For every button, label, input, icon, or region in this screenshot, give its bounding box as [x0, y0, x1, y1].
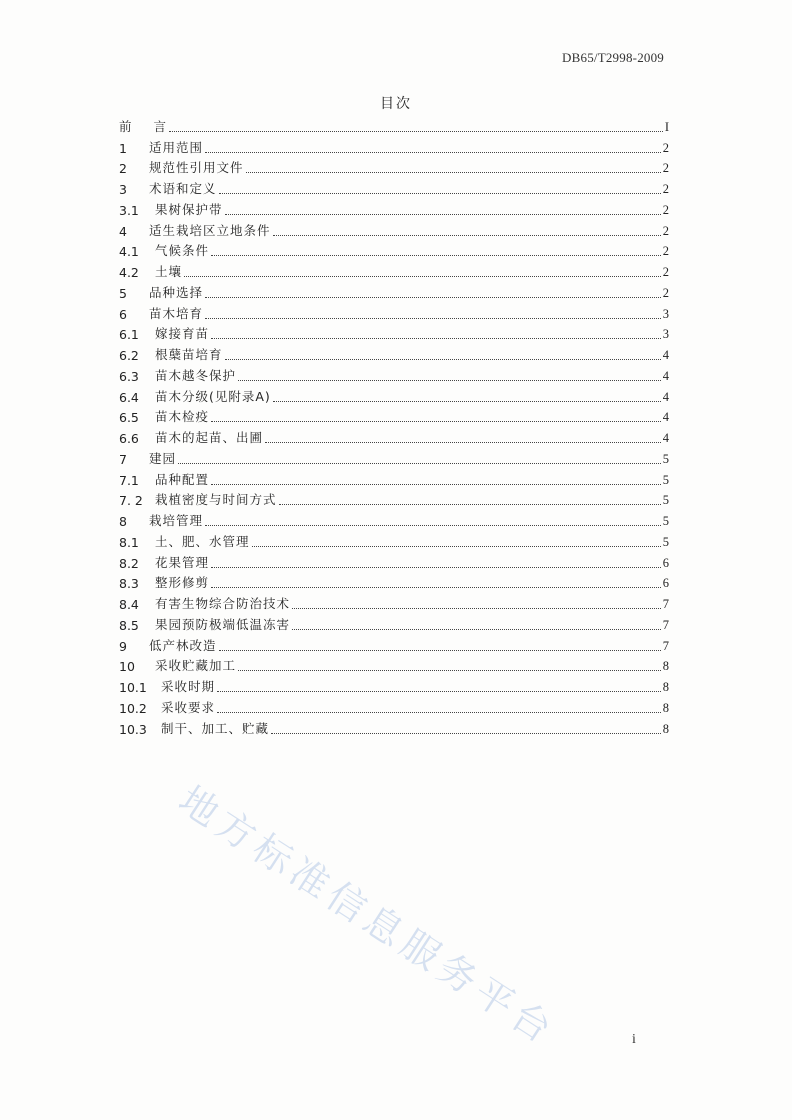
- toc-entry[interactable]: [119, 425, 669, 446]
- toc-entry-label: 栽植密度与时间方式: [155, 492, 277, 508]
- toc-entry-label: 品种配置: [155, 471, 210, 487]
- toc-dot-leader: [279, 503, 661, 505]
- toc-entry-page: 3: [662, 327, 669, 342]
- toc-dot-leader: [211, 586, 661, 588]
- toc-entry[interactable]: [119, 591, 669, 612]
- toc-entry-number: 3.1: [119, 202, 139, 218]
- toc-entry-page: I: [664, 119, 669, 134]
- toc-entry-number: 9: [119, 638, 127, 654]
- toc-entry-label: 苗木的起苗、出圃: [155, 430, 264, 445]
- toc-entry[interactable]: [119, 384, 669, 405]
- toc-entry-number: 6.4: [119, 389, 139, 405]
- toc-entry-number: 10.2: [119, 700, 147, 716]
- toc-dot-leader: [217, 711, 661, 713]
- toc-entry[interactable]: [119, 322, 669, 343]
- toc-entry-label: 苗木检疫: [155, 409, 210, 425]
- toc-entry[interactable]: [119, 467, 669, 488]
- toc-dot-leader: [178, 462, 661, 464]
- toc-entry-number: 6: [119, 306, 127, 322]
- toc-entry-number: 1: [119, 140, 127, 156]
- toc-dot-leader: [273, 400, 661, 402]
- toc-dot-leader: [205, 317, 661, 319]
- toc-entry-page: 4: [662, 389, 669, 404]
- toc-entry-number: 7: [119, 451, 127, 467]
- toc-entry-number: 5: [119, 285, 127, 301]
- toc-entry-number: 前: [119, 118, 132, 134]
- toc-entry-page: 4: [662, 410, 669, 425]
- toc-entry[interactable]: [119, 571, 669, 592]
- toc-entry-number: 7. 2: [119, 493, 143, 509]
- toc-entry-page: 2: [662, 285, 669, 300]
- toc-entry-number: 3: [119, 182, 127, 197]
- toc-entry-number: 4: [119, 223, 127, 239]
- toc-entry-label: 栽培管理: [149, 513, 204, 528]
- toc-entry-label: 言: [153, 118, 168, 134]
- toc-dot-leader: [205, 296, 661, 298]
- toc-entry[interactable]: [119, 135, 669, 156]
- toc-dot-leader: [225, 358, 661, 360]
- toc-dot-leader: [217, 690, 661, 692]
- toc-entry[interactable]: [119, 239, 669, 260]
- toc-entry-label: 品种选择: [149, 284, 204, 300]
- toc-entry[interactable]: [119, 674, 669, 695]
- toc-entry[interactable]: [119, 508, 669, 529]
- toc-entry-number: 6.1: [119, 327, 139, 343]
- toc-entry-page: 6: [662, 555, 669, 570]
- toc-entry-page: 7: [662, 597, 669, 611]
- toc-entry-page: 7: [662, 617, 669, 632]
- toc-entry-label: 适用范围: [149, 139, 204, 155]
- toc-entry-page: 5: [662, 451, 669, 466]
- toc-entry-page: 2: [662, 182, 669, 196]
- toc-dot-leader: [225, 213, 661, 215]
- toc-dot-leader: [219, 192, 661, 194]
- toc-entry-label: 苗木分级(见附录A): [155, 388, 271, 404]
- toc-entry-page: 8: [662, 680, 669, 694]
- toc-entry-label: 采收要求: [161, 699, 216, 715]
- toc-entry[interactable]: [119, 342, 669, 363]
- toc-entry-label: 适生栽培区立地条件: [149, 222, 271, 238]
- toc-entry-label: 制干、加工、贮藏: [161, 720, 270, 736]
- toc-entry-page: 8: [662, 700, 669, 715]
- toc-entry-number: 6.3: [119, 368, 139, 384]
- toc-entry-page: 2: [662, 202, 669, 217]
- toc-entry-label: 花果管理: [155, 554, 210, 570]
- toc-entry[interactable]: [119, 446, 669, 467]
- toc-entry[interactable]: [119, 488, 669, 509]
- toc-entry-number: 8.4: [119, 597, 139, 612]
- toc-entry-page: 7: [662, 638, 669, 653]
- toc-entry[interactable]: [119, 280, 669, 301]
- toc-entry-number: 10: [119, 659, 135, 675]
- toc-entry[interactable]: [119, 550, 669, 571]
- toc-dot-leader: [246, 171, 661, 173]
- toc-entry-page: 5: [662, 514, 669, 528]
- watermark: 地方标准信息服务平台: [171, 777, 565, 1055]
- toc-entry-label: 苗木培育: [149, 305, 204, 321]
- toc-entry-label: 果树保护带: [155, 201, 223, 217]
- toc-entry-label: 采收时期: [161, 679, 216, 694]
- toc-entry[interactable]: [119, 218, 669, 239]
- toc-dot-leader: [169, 130, 663, 132]
- toc-dot-leader: [211, 483, 661, 485]
- toc-entry-page: 2: [662, 140, 669, 155]
- toc-entry[interactable]: [119, 301, 669, 322]
- toc-entry-label: 规范性引用文件: [149, 160, 244, 176]
- toc-dot-leader: [205, 151, 661, 153]
- toc-entry-number: 6.5: [119, 410, 139, 426]
- toc-entry-label: 苗木越冬保护: [155, 367, 237, 383]
- toc-entry-page: 8: [662, 721, 669, 736]
- toc-entry[interactable]: [119, 405, 669, 426]
- toc-entry-number: 7.1: [119, 472, 139, 488]
- toc-entry[interactable]: [119, 695, 669, 716]
- toc-dot-leader: [238, 379, 661, 381]
- toc-dot-leader: [265, 441, 661, 443]
- toc-entry-page: 4: [662, 368, 669, 383]
- toc-entry-page: 8: [662, 659, 669, 674]
- toc-dot-leader: [219, 649, 661, 651]
- toc-entry-page: 2: [662, 223, 669, 238]
- toc-entry-page: 5: [662, 472, 669, 487]
- toc-dot-leader: [211, 337, 661, 339]
- page-number: i: [632, 1032, 636, 1047]
- toc-entry-label: 建园: [149, 450, 177, 466]
- toc-entry-number: 2: [119, 161, 127, 177]
- toc-entry[interactable]: [119, 259, 669, 280]
- toc-entry-label: 果园预防极端低温冻害: [155, 616, 291, 632]
- toc-entry-label: 整形修剪: [155, 575, 210, 591]
- toc-dot-leader: [205, 524, 661, 526]
- toc-entry-page: 2: [662, 244, 669, 259]
- toc-entry[interactable]: [119, 114, 669, 135]
- toc-entry-number: 10.1: [119, 680, 147, 695]
- document-code: DB65/T2998-2009: [562, 50, 664, 65]
- toc-entry[interactable]: [119, 156, 669, 177]
- toc-entry-number: 8.2: [119, 555, 139, 571]
- toc-entry-page: 5: [662, 493, 669, 508]
- toc-entry[interactable]: [119, 633, 669, 654]
- toc-dot-leader: [292, 628, 661, 630]
- toc-dot-leader: [211, 420, 661, 422]
- toc-entry-label: 术语和定义: [149, 181, 217, 196]
- toc-dot-leader: [271, 732, 661, 734]
- toc-entry-page: 2: [662, 161, 669, 176]
- toc-entry[interactable]: [119, 176, 669, 197]
- toc-entry-label: 嫁接育苗: [155, 326, 210, 342]
- toc-entry-number: 8: [119, 514, 127, 529]
- toc-dot-leader: [211, 254, 661, 256]
- toc-entry-page: 3: [662, 306, 669, 321]
- table-of-contents: [119, 114, 669, 737]
- toc-dot-leader: [273, 234, 661, 236]
- toc-entry[interactable]: [119, 612, 669, 633]
- toc-dot-leader: [292, 607, 661, 609]
- toc-entry-label: 采收贮藏加工: [155, 658, 237, 674]
- toc-dot-leader: [252, 545, 661, 547]
- toc-dot-leader: [211, 566, 661, 568]
- toc-entry-page: 2: [662, 265, 669, 279]
- toc-dot-leader: [184, 275, 661, 277]
- toc-entry-page: 4: [662, 348, 669, 362]
- toc-entry-number: 8.3: [119, 576, 139, 592]
- toc-dot-leader: [238, 669, 661, 671]
- toc-entry-label: 低产林改造: [149, 637, 217, 653]
- toc-entry-number: 6.6: [119, 431, 139, 446]
- toc-entry[interactable]: [119, 716, 669, 737]
- toc-entry-number: 4.1: [119, 244, 139, 260]
- toc-entry[interactable]: [119, 197, 669, 218]
- toc-entry-page: 6: [662, 576, 669, 591]
- toc-entry[interactable]: [119, 654, 669, 675]
- toc-entry-number: 8.5: [119, 617, 139, 633]
- toc-entry[interactable]: [119, 529, 669, 550]
- toc-entry-number: 8.1: [119, 534, 139, 550]
- toc-entry-label: 有害生物综合防治技术: [155, 596, 291, 611]
- toc-entry-label: 根蘖苗培育: [155, 347, 223, 362]
- toc-entry-number: 4.2: [119, 265, 139, 280]
- toc-entry-label: 土、肥、水管理: [155, 533, 250, 549]
- toc-title: 目次: [380, 96, 412, 112]
- toc-entry-label: 土壤: [155, 264, 183, 279]
- toc-entry-page: 4: [662, 431, 669, 445]
- toc-entry-label: 气候条件: [155, 243, 210, 259]
- toc-entry[interactable]: [119, 363, 669, 384]
- toc-entry-page: 5: [662, 534, 669, 549]
- toc-entry-number: 6.2: [119, 348, 139, 363]
- toc-entry-number: 10.3: [119, 721, 147, 737]
